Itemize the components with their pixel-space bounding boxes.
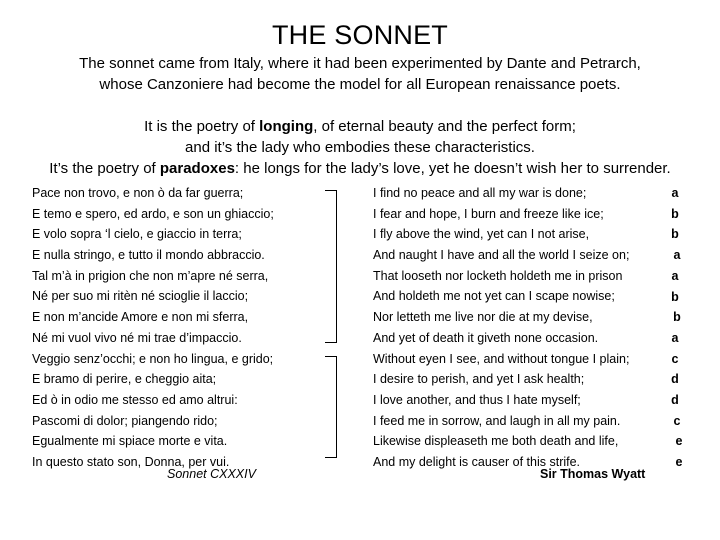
italian-line: Tal m’à in prigion che non m’apre né serra, bbox=[32, 268, 269, 283]
intro-line-3 bbox=[0, 116, 720, 137]
english-line: And naught I have and all the world I seize on; bbox=[373, 248, 630, 263]
italian-line: E bramo di perire, e cheggio aita; bbox=[32, 372, 217, 387]
english-line: Nor letteth me live nor die at my devise, bbox=[373, 310, 593, 325]
italian-line: Ed ò in odio me stesso ed amo altrui: bbox=[32, 392, 238, 407]
italian-sonnet bbox=[32, 183, 332, 473]
italian-line: Pace non trovo, e non ò da far guerra; bbox=[32, 186, 244, 200]
english-line: That looseth nor locketh holdeth me in prison bbox=[373, 268, 623, 283]
italian-line: E nulla stringo, e tutto il mondo abbraccio. bbox=[32, 248, 265, 263]
english-line: And my delight is causer of this strife. bbox=[373, 454, 581, 469]
rhyme-letter: c bbox=[671, 351, 679, 366]
rhyme-letter: a bbox=[673, 248, 681, 263]
english-line: I love another, and thus I hate myself; bbox=[373, 392, 581, 407]
page-title: THE SONNET bbox=[271, 20, 448, 50]
rhyme-letter: a bbox=[671, 330, 679, 345]
intro-line-2: whose Canzoniere had become the model for all European renaissance poets. bbox=[99, 76, 621, 93]
italian-line: Né per suo mi ritèn né scioglie il laccio; bbox=[32, 289, 249, 304]
rhyme-letter: c bbox=[673, 413, 681, 428]
rhyme-letter: a bbox=[671, 268, 679, 283]
intro-line-5-pre: It’s the poetry of bbox=[49, 160, 160, 177]
rhyme-letter: a bbox=[671, 186, 679, 200]
intro-line-1: The sonnet came from Italy, where it had been experimented by Dante and Petrarch, bbox=[79, 55, 641, 72]
english-line: I find no peace and all my war is done; bbox=[373, 186, 587, 200]
rhyme-letter: b bbox=[671, 227, 679, 242]
english-line: And yet of death it giveth none occasion. bbox=[373, 330, 599, 345]
intro-line-5 bbox=[0, 158, 720, 179]
english-author: Sir Thomas Wyatt bbox=[540, 467, 646, 481]
rhyme-letter: d bbox=[671, 393, 679, 407]
english-line: And holdeth me not yet can I scape nowise; bbox=[373, 289, 615, 304]
intro-line-3-post: , of eternal beauty and the perfect form; bbox=[313, 118, 576, 135]
italian-line: Egualmente mi spiace morte e vita. bbox=[32, 434, 228, 449]
english-line: I fly above the wind, yet can I not arise, bbox=[373, 227, 590, 242]
italian-line: E volo sopra ‘l cielo, e giaccio in terra; bbox=[32, 227, 242, 242]
rhyme-letter: b bbox=[671, 289, 679, 304]
octave-bracket bbox=[325, 190, 337, 343]
italian-line: E temo e spero, ed ardo, e son un ghiaccio; bbox=[32, 206, 274, 221]
rhyme-letter: b bbox=[673, 310, 681, 325]
rhyme-letter: e bbox=[675, 455, 683, 470]
intro-line-4: and it’s the lady who embodies these characteristics. bbox=[185, 139, 535, 156]
english-line: I desire to perish, and yet I ask health; bbox=[373, 372, 585, 387]
keyword-paradoxes: paradoxes bbox=[159, 160, 235, 177]
rhyme-letter: e bbox=[675, 434, 683, 449]
italian-source: Sonnet CXXXIV bbox=[167, 467, 256, 481]
sestet-bracket bbox=[325, 356, 337, 458]
english-line: I fear and hope, I burn and freeze like ice; bbox=[373, 206, 604, 221]
english-line: I feed me in sorrow, and laugh in all my pain. bbox=[373, 413, 621, 428]
intro-line-3-pre: It is the poetry of bbox=[144, 118, 260, 135]
rhyme-letter: b bbox=[671, 206, 679, 221]
intro-text bbox=[0, 53, 720, 179]
italian-line: In questo stato son, Donna, per vui. bbox=[32, 454, 230, 469]
italian-line: E non m’ancide Amore e non mi sferra, bbox=[32, 310, 249, 325]
italian-line: Veggio senz’occhi; e non ho lingua, e grido; bbox=[32, 351, 274, 366]
italian-line: Né mi vuol vivo né mi trae d’impaccio. bbox=[32, 330, 242, 345]
keyword-longing: longing bbox=[259, 118, 314, 135]
intro-line-5-post: : he longs for the lady’s love, yet he doesn’t wish her to surrender. bbox=[234, 160, 671, 177]
english-line: Likewise displeaseth me both death and life, bbox=[373, 434, 619, 449]
english-sonnet bbox=[373, 183, 713, 473]
english-line: Without eyen I see, and without tongue I plain; bbox=[373, 351, 630, 366]
italian-line: Pascomi di dolor; piangendo rido; bbox=[32, 413, 218, 428]
rhyme-letter: d bbox=[671, 372, 679, 387]
